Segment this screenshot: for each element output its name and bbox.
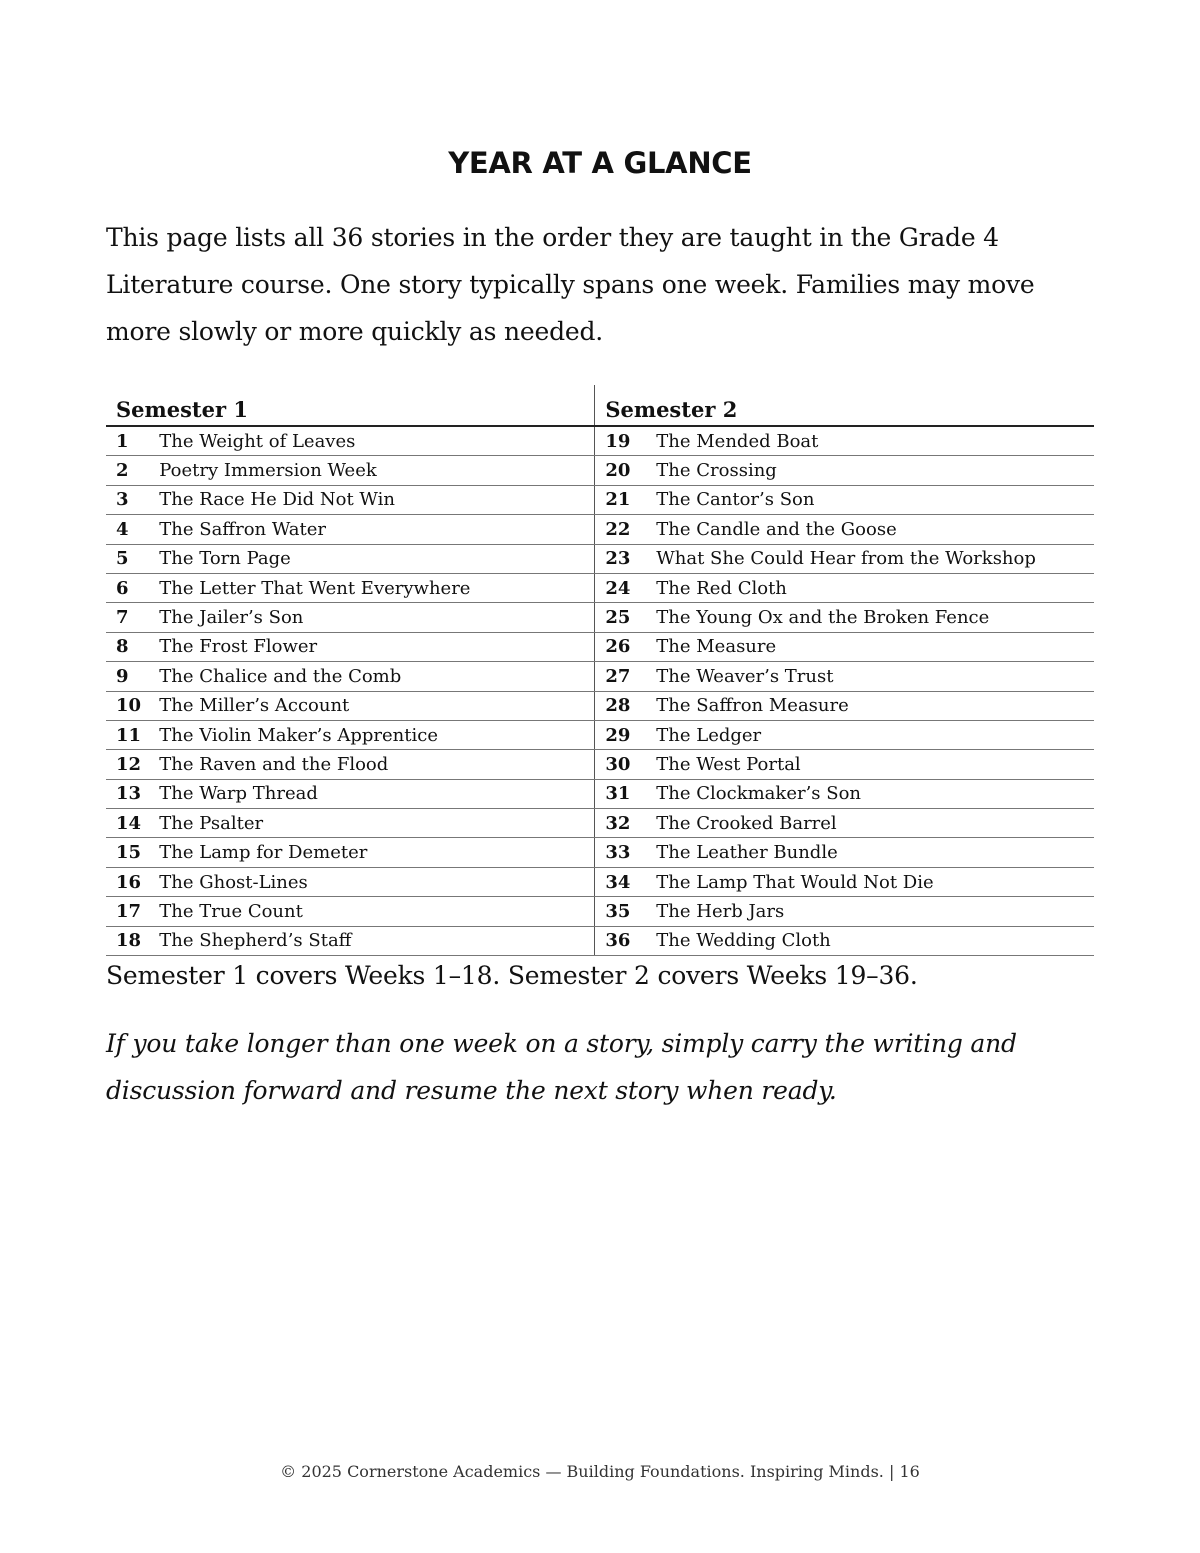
story-title: The Saffron Water	[159, 515, 595, 544]
table-row	[106, 779, 1094, 808]
story-title: The Lamp for Demeter	[159, 838, 595, 867]
table-row	[106, 809, 1094, 838]
story-number: 2	[106, 456, 159, 485]
story-title: The Weight of Leaves	[159, 426, 595, 456]
story-title: The Warp Thread	[159, 779, 595, 808]
story-title: The Leather Bundle	[656, 838, 1094, 867]
story-title: The Mended Boat	[656, 426, 1094, 456]
table-row	[106, 573, 1094, 602]
story-title: The Saffron Measure	[656, 691, 1094, 720]
story-title: The Raven and the Flood	[159, 750, 595, 779]
year-at-a-glance-table	[106, 385, 1094, 956]
story-number: 25	[595, 603, 656, 632]
story-title: The Shepherd’s Staff	[159, 926, 595, 955]
story-title: The West Portal	[656, 750, 1094, 779]
page-footer: © 2025 Cornerstone Academics — Building Foundations. Inspiring Minds. | 16	[280, 1462, 920, 1481]
table-row	[106, 691, 1094, 720]
story-number: 3	[106, 485, 159, 514]
page-title: YEAR AT A GLANCE	[448, 146, 752, 180]
table-row	[106, 720, 1094, 749]
story-title: The Jailer’s Son	[159, 603, 595, 632]
story-number: 26	[595, 632, 656, 661]
story-title: The Crooked Barrel	[656, 809, 1094, 838]
story-title: The Ghost-Lines	[159, 867, 595, 896]
table-row	[106, 603, 1094, 632]
story-title: The Clockmaker’s Son	[656, 779, 1094, 808]
story-number: 32	[595, 809, 656, 838]
story-number: 23	[595, 544, 656, 573]
story-number: 9	[106, 662, 159, 691]
table-row	[106, 544, 1094, 573]
story-title: Poetry Immersion Week	[159, 456, 595, 485]
story-title: The Torn Page	[159, 544, 595, 573]
table-row	[106, 926, 1094, 955]
table-row	[106, 662, 1094, 691]
story-number: 10	[106, 691, 159, 720]
story-number: 8	[106, 632, 159, 661]
story-title: The Red Cloth	[656, 573, 1094, 602]
story-number: 27	[595, 662, 656, 691]
story-number: 12	[106, 750, 159, 779]
story-number: 5	[106, 544, 159, 573]
story-title: The Crossing	[656, 456, 1094, 485]
story-title: The Young Ox and the Broken Fence	[656, 603, 1094, 632]
story-number: 6	[106, 573, 159, 602]
story-number: 13	[106, 779, 159, 808]
story-number: 14	[106, 809, 159, 838]
table-row	[106, 838, 1094, 867]
semester-1-header: Semester 1	[106, 385, 595, 426]
table-row	[106, 750, 1094, 779]
table-row	[106, 426, 1094, 456]
story-title: The Frost Flower	[159, 632, 595, 661]
story-title: The Wedding Cloth	[656, 926, 1094, 955]
table-row	[106, 485, 1094, 514]
story-number: 11	[106, 720, 159, 749]
story-number: 31	[595, 779, 656, 808]
story-title: The Miller’s Account	[159, 691, 595, 720]
story-number: 7	[106, 603, 159, 632]
story-number: 21	[595, 485, 656, 514]
story-title: The Ledger	[656, 720, 1094, 749]
semester-2-header: Semester 2	[595, 385, 1094, 426]
story-number: 1	[106, 426, 159, 456]
story-number: 28	[595, 691, 656, 720]
story-number: 20	[595, 456, 656, 485]
story-title: The Lamp That Would Not Die	[656, 867, 1094, 896]
intro-paragraph: This page lists all 36 stories in the order they are taught in the Grade 4 Literature course. One story typically spans one week. Families may move more slowly or more quickly as needed.	[106, 223, 1035, 346]
table-body	[106, 426, 1094, 956]
story-number: 19	[595, 426, 656, 456]
semester-summary: Semester 1 covers Weeks 1–18. Semester 2 covers Weeks 19–36.	[106, 961, 918, 990]
story-title: The True Count	[159, 897, 595, 926]
story-title: The Psalter	[159, 809, 595, 838]
table-row	[106, 632, 1094, 661]
story-number: 15	[106, 838, 159, 867]
table-row	[106, 456, 1094, 485]
story-number: 36	[595, 926, 656, 955]
story-title: The Letter That Went Everywhere	[159, 573, 595, 602]
table-row	[106, 515, 1094, 544]
story-number: 34	[595, 867, 656, 896]
table-header-row	[106, 385, 1094, 426]
story-number: 4	[106, 515, 159, 544]
story-number: 22	[595, 515, 656, 544]
story-title: The Measure	[656, 632, 1094, 661]
story-title: The Herb Jars	[656, 897, 1094, 926]
story-number: 24	[595, 573, 656, 602]
story-title: The Candle and the Goose	[656, 515, 1094, 544]
story-title: The Cantor’s Son	[656, 485, 1094, 514]
story-number: 35	[595, 897, 656, 926]
story-number: 29	[595, 720, 656, 749]
story-number: 17	[106, 897, 159, 926]
story-number: 18	[106, 926, 159, 955]
story-number: 16	[106, 867, 159, 896]
table-row	[106, 867, 1094, 896]
story-title: The Violin Maker’s Apprentice	[159, 720, 595, 749]
story-title: The Chalice and the Comb	[159, 662, 595, 691]
story-title: The Weaver’s Trust	[656, 662, 1094, 691]
story-number: 33	[595, 838, 656, 867]
table-row	[106, 897, 1094, 926]
pacing-note: If you take longer than one week on a story, simply carry the writing and discussion forward and resume the next story when ready.	[106, 1029, 1017, 1105]
story-title: The Race He Did Not Win	[159, 485, 595, 514]
story-number: 30	[595, 750, 656, 779]
story-title: What She Could Hear from the Workshop	[656, 544, 1094, 573]
